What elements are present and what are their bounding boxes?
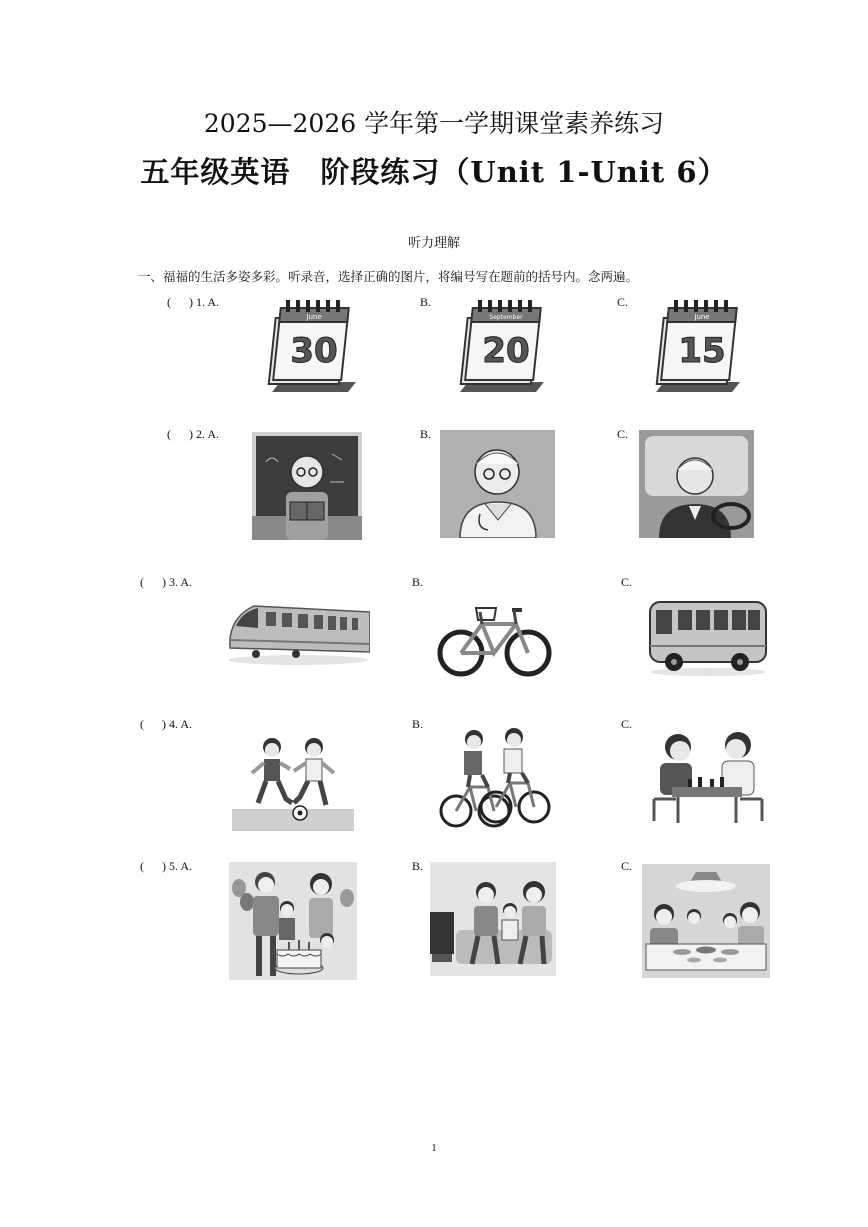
- question-1-option-c-label: C.: [617, 295, 629, 309]
- question-4-label: ( ) 4. A.: [140, 717, 192, 731]
- boys-playing-football-picture[interactable]: [232, 733, 354, 831]
- question-3-option-c-label: C.: [621, 575, 633, 589]
- question-1-option-b-label: B.: [420, 295, 432, 309]
- teacher-picture[interactable]: [252, 432, 362, 540]
- bicycle-picture[interactable]: [436, 598, 553, 678]
- family-birthday-party-picture[interactable]: [229, 862, 357, 980]
- calendar-september-20-picture[interactable]: [452, 296, 556, 400]
- calendar-b-month: September: [489, 314, 523, 321]
- question-4-option-b-label: B.: [412, 717, 424, 731]
- question-3-label: ( ) 3. A.: [140, 575, 192, 589]
- question-5-label: ( ) 5. A.: [140, 859, 192, 873]
- question-4-option-c-label: C.: [621, 717, 633, 731]
- section-heading: 听力理解: [407, 236, 460, 251]
- bus-picture[interactable]: [648, 598, 768, 676]
- page-number: 1: [431, 1142, 437, 1154]
- boys-playing-chess-picture[interactable]: [648, 725, 766, 829]
- calendar-a-day: 30: [290, 331, 338, 371]
- train-picture[interactable]: [226, 596, 370, 666]
- boys-riding-bikes-picture[interactable]: [438, 727, 552, 831]
- worksheet-subtitle: 五年级英语 阶段练习（Unit 1-Unit 6）: [140, 155, 728, 189]
- family-watching-tv-picture[interactable]: [430, 862, 556, 976]
- calendar-june-15-picture[interactable]: [648, 296, 752, 400]
- section-instruction: 一、福福的生活多姿多彩。听录音，选择正确的图片，将编号写在题前的括号内。念两遍。: [138, 269, 639, 284]
- question-2-option-b-label: B.: [420, 427, 432, 441]
- question-5-option-c-label: C.: [621, 859, 633, 873]
- calendar-c-day: 15: [678, 331, 726, 371]
- driver-picture[interactable]: [639, 430, 754, 538]
- doctor-picture[interactable]: [440, 430, 555, 538]
- calendar-b-day: 20: [482, 331, 530, 371]
- family-dinner-picture[interactable]: [642, 864, 770, 978]
- question-5-option-b-label: B.: [412, 859, 424, 873]
- question-2-option-c-label: C.: [617, 427, 629, 441]
- calendar-june-30-picture[interactable]: [258, 296, 362, 400]
- calendar-a-month: June: [306, 313, 322, 321]
- question-1-label: ( ) 1. A.: [167, 295, 219, 309]
- worksheet-title: 2025—2026 学年第一学期课堂素养练习: [203, 109, 665, 138]
- question-3-option-b-label: B.: [412, 575, 424, 589]
- question-2-label: ( ) 2. A.: [167, 427, 219, 441]
- calendar-c-month: June: [694, 313, 710, 321]
